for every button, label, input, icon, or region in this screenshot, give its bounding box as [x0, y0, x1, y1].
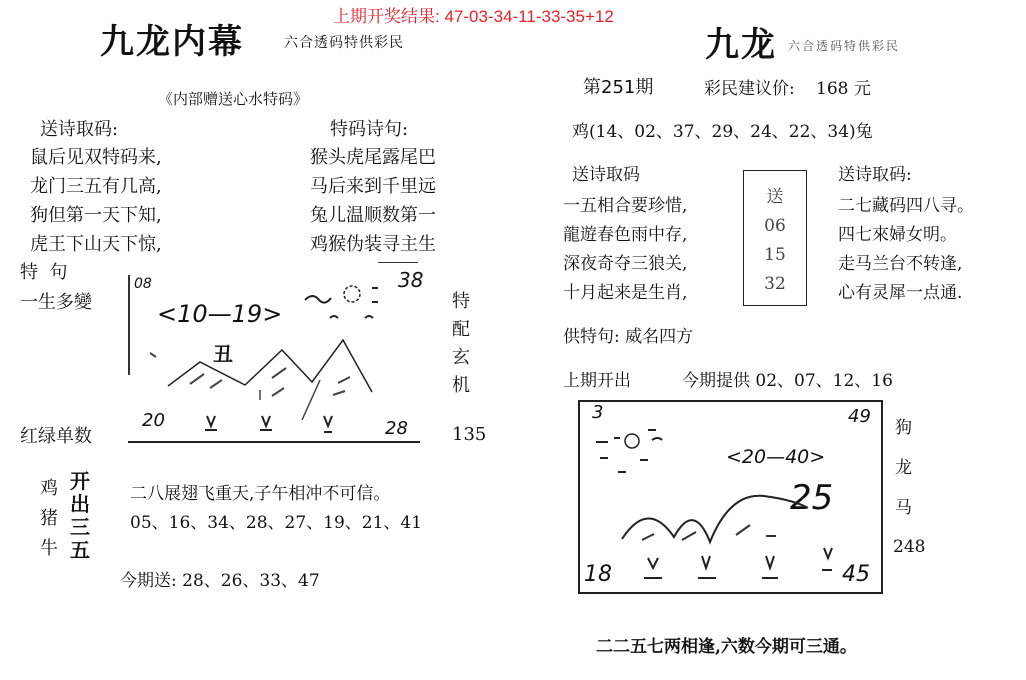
- left-poem-left-heading: 送诗取码:: [40, 119, 119, 140]
- sketch-bottom-right-number: 28: [385, 418, 408, 439]
- last-open-label: 上期开出: [563, 371, 631, 391]
- today-offer: 今期提供 02、07、12、16: [682, 371, 893, 391]
- poem-line: 深夜奇夺三狼关,: [563, 254, 688, 274]
- poem-line: 二七藏码四八寻。: [838, 196, 974, 216]
- left-side-vertical-text: 特 配 玄 机: [452, 291, 470, 396]
- poem-line: 四七來婦女明。: [838, 225, 957, 245]
- poem-line: 虎王下山天下惊,: [30, 234, 162, 255]
- sketch-big-number: 25: [790, 478, 834, 518]
- sketch-bottom-left-number: 20: [142, 410, 165, 431]
- sketch-zodiac: 丑: [213, 342, 233, 366]
- poem-line: 鼠后见双特码来,: [30, 147, 162, 168]
- right-side-vertical-text: 狗 龙 马: [895, 418, 912, 518]
- zodiac-vertical: 鸡 猪 牛: [40, 478, 58, 559]
- left-section-title: 《内部赠送心水特码》: [158, 90, 309, 108]
- send-box: 送 06 15 32: [743, 170, 807, 306]
- right-side-number: 248: [893, 537, 926, 557]
- right-title: 九龙: [705, 25, 777, 65]
- left-subtitle: 六合透码特供彩民: [284, 35, 404, 51]
- right-subtitle: 六合透码特供彩民: [788, 39, 901, 53]
- last-result-label: 上期开奖结果:: [333, 7, 440, 26]
- sketch-bottom-right-number: 45: [842, 562, 870, 587]
- price-value: 168 元: [816, 79, 871, 99]
- sketch-top-right-number: 38: [398, 268, 424, 292]
- poem-line: 一五相合要珍惜,: [563, 196, 688, 216]
- left-numbers-line: 05、16、34、28、27、19、21、41: [130, 513, 423, 533]
- special-phrase-value: 一生多變: [20, 292, 92, 313]
- poem-line: 兔儿温顺数第一: [310, 205, 436, 226]
- price-label: 彩民建议价:: [704, 79, 795, 99]
- poem-line: 狗但第一天下知,: [30, 205, 162, 226]
- footer-verse: 二二五七两相逢,六数今期可三通。: [596, 637, 857, 657]
- sketch-top-left-number: 08: [134, 276, 152, 292]
- poem-line: 猴头虎尾露尾巴: [310, 147, 436, 168]
- issue-number: 第251期: [583, 77, 654, 98]
- today-send: 今期送: 28、26、33、47: [120, 571, 320, 591]
- open-vertical: 开 出 三 五: [70, 469, 90, 562]
- special-phrase-label: 特 句: [20, 262, 68, 283]
- poem-line: 鸡猴伪装寻主生: [310, 234, 436, 255]
- sketch-top-right-number: 49: [848, 406, 871, 427]
- right-special-phrase: 供特句: 威名四方: [563, 327, 694, 347]
- poem-line: 马后来到千里远: [310, 176, 436, 197]
- poem-line: 龍遊春色雨中存,: [563, 225, 688, 245]
- poem-line: 十月起来是生肖,: [563, 283, 688, 303]
- left-poem-right-heading: 特码诗句:: [330, 119, 409, 140]
- sketch-top-left-number: 3: [592, 402, 604, 423]
- right-poem-left-heading: 送诗取码: [572, 165, 640, 185]
- sketch-range: <20—40>: [726, 446, 826, 468]
- poem-line: 龙门三五有几高,: [30, 176, 162, 197]
- left-verse: 二八展翅飞重天,子午相冲不可信。: [130, 484, 391, 504]
- red-green-label: 红绿单数: [20, 426, 92, 447]
- left-title: 九龙内幕: [100, 22, 244, 62]
- right-poem-right-heading: 送诗取码:: [838, 165, 912, 185]
- last-result-numbers: 47-03-34-11-33-35+12: [444, 7, 614, 26]
- zodiac-numbers-line: 鸡(14、02、37、29、24、22、34)兔: [572, 122, 873, 142]
- sketch-range: <10—19>: [157, 300, 283, 328]
- red-green-value: 135: [452, 424, 487, 445]
- poem-line: 心有灵犀一点通.: [838, 283, 963, 303]
- poem-line: 走马兰台不转逢,: [838, 254, 963, 274]
- sketch-bottom-left-number: 18: [584, 562, 612, 587]
